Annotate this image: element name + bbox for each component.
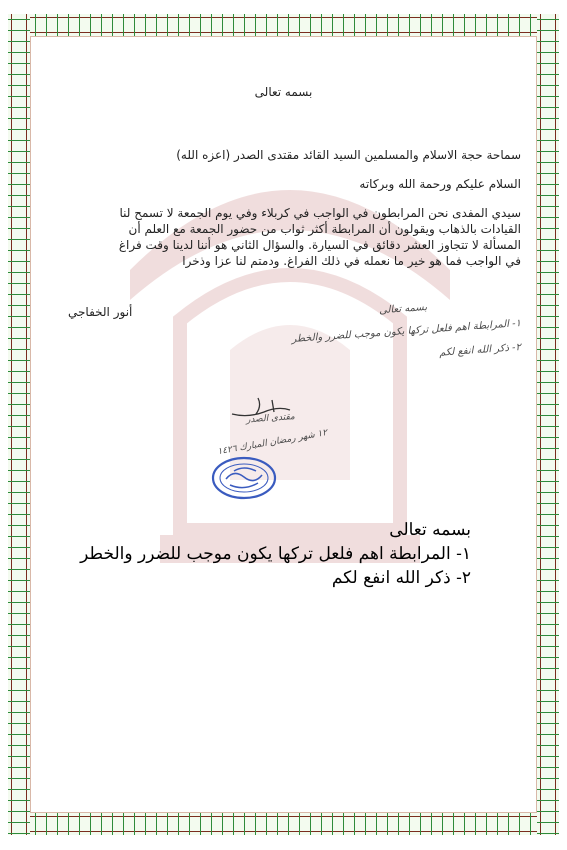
signature-mark-icon [228, 392, 298, 422]
handwritten-line-1: ١- المرابطة اهم فلعل تركها يكون موجب للضرر والخطر [291, 318, 522, 346]
letter-body-line-1: سيدي المفدى نحن المرابطون في الواجب في كربلاء وفي يوم الجمعة لا تسمح لنا [119, 206, 521, 220]
letter-body-line-4: في الواجب فما هو خير ما نعمله في ذلك الفراغ. ودمتم لنا عزا وذخرا [182, 254, 521, 268]
letter-opening: بسمه تعالى [254, 85, 313, 99]
letter-document [40, 0, 527, 850]
official-seal-icon [210, 455, 278, 501]
handwritten-signature: مقتدى الصدر [245, 412, 296, 426]
ornamental-border-right [537, 14, 559, 835]
typed-reply-line-2: ٢- ذكر الله انفع لكم [331, 568, 471, 588]
handwritten-line-2: ٢- ذكر الله انفع لكم [438, 342, 522, 359]
letter-addressee: سماحة حجة الاسلام والمسلمين السيد القائد مقتدى الصدر (اعزه الله) [176, 148, 521, 162]
ornamental-border-left [8, 14, 30, 835]
typed-reply-opening: بسمه تعالى [389, 520, 471, 540]
handwritten-opening: بسمه تعالى [378, 302, 428, 317]
letter-sender: أنور الخفاجي [68, 305, 133, 319]
letter-greeting: السلام عليكم ورحمة الله وبركاته [359, 177, 521, 191]
typed-reply-line-1: ١- المرابطة اهم فلعل تركها يكون موجب للضرر والخطر [80, 544, 471, 564]
letter-body-line-3: المسألة لا تتجاوز العشر دقائق في السيارة. والسؤال الثاني هو أننا لدينا وقت فراغ [118, 238, 521, 252]
letter-body-line-2: القيادات بالذهاب ويقولون أن المرابطة أكثر ثواب من حضور الجمعة مع العلم أن [128, 222, 521, 236]
handwritten-date: ١٢ شهر رمضان المبارك ١٤٢٦ [216, 428, 328, 458]
